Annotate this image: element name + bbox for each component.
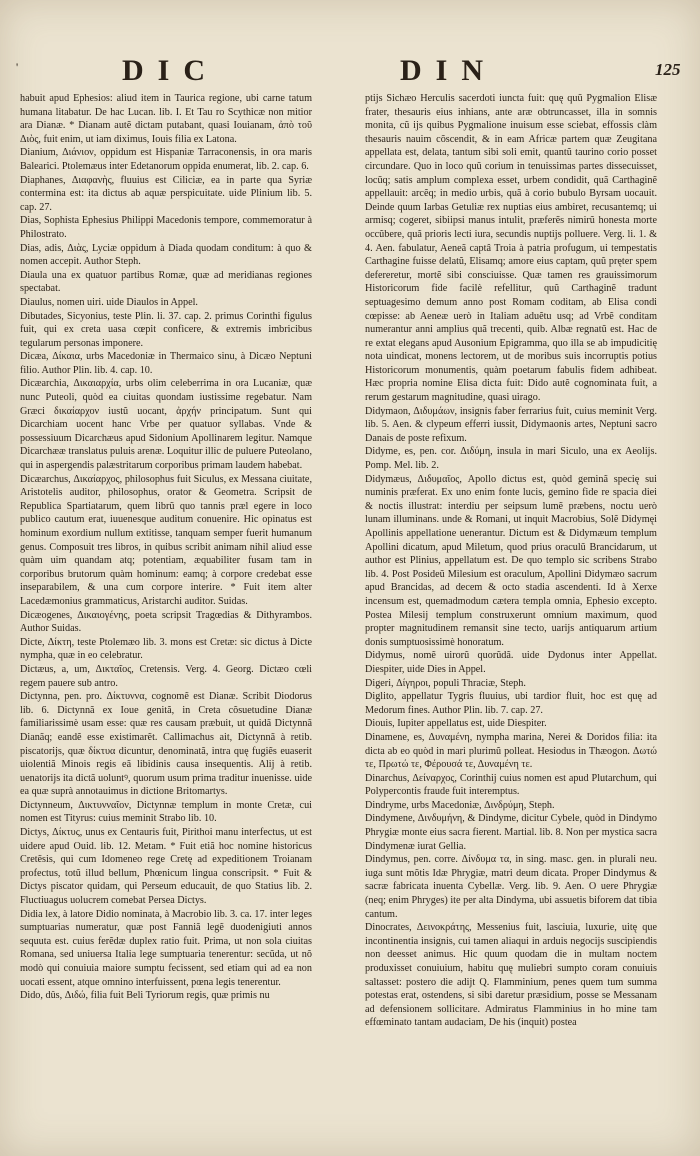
- dictionary-entry: Dinocrates, Δεινοκράτης, Messenius fuit, lasciuia, luxurie, uitę que incontinentia insignis, cui tamen aliaqui in arduis negocijs suscipiendis non deesset animus. Hic quum quodam die in multam noctem produxisset conuiuium, habitu quę muliebri sumpto coram conuiuis saltasset: postero die adijt Q. Flamminium, penes quem tum summa potestas erat, ostendens, si sibi daretur præsidium, posse se Messanam ad defensionem sollicitare. Admiratus Flamminius in ho mine tam effœminato tantam audaciam, De his (inquit) postea: [365, 922, 657, 1029]
- dictionary-entry: Dicæarchus, Δικαίαρχος, philosophus fuit Siculus, ex Messana ciuitate, Aristotelis auditor, philosophus, orator & Geometra. Scripsit de Republica Spartiatarum, quem librũ quo tannis præl egere in loco publico cautum erat, iuuenesque auditum conuenire. Hic opinatus est hominum exordium nullum extitisse, tanquam semper fuerit humanum genus. Composuit tres libros, in quibus scribit animam nihil aliud esse quàm uim quandam atq; potentiam, æquabiliter fusam tam in corporibus brutorum quàm hominum: eamq; à corpore credebat esse inseparabilem, & una cum corpore interire. * Fuit item alter Lacedæmonius grammaticus, Aristarchi auditor. Suidas.: [20, 473, 312, 607]
- dictionary-entry: Didymaon, Διδυμάων, insignis faber ferrarius fuit, cuius meminit Verg. lib. 5. Aen. & clypeum efferri iussit, Didymaonis artes, Neptuni sacro Danais de poste refixum.: [365, 405, 657, 444]
- running-header: [0, 54, 700, 88]
- dictionary-entry: Diouis, Iupiter appellatus est, uide Diespiter.: [365, 718, 547, 730]
- right-column: [365, 92, 657, 1132]
- dictionary-entry: Dicæa, Δίκαια, urbs Macedoniæ in Thermaico sinu, à Dicæo Neptuni filio. Author Plin. lib. 4. cap. 10.: [20, 351, 312, 376]
- dictionary-entry: Didyme, es, pen. cor. Διδύμη, insula in mari Siculo, una ex Aeolijs. Pomp. Mel. lib. 2.: [365, 446, 657, 472]
- dictionary-entry: Dindymus, pen. corre. Δίνδυμα τα, in sing. masc. gen. in plurali neu. iuga sunt mõtis Idæ Phrygiæ, matri deum dicata. Proper Dindymus & sacræ fabricata inuenta Cybellæ. Verg. lib. 9. Aen. O uere Phrygiæ (neq; enim Phryges) ite per alta Dindyma, ubi assuetis biforem dat tibia cantum.: [365, 854, 657, 920]
- page-number: 125: [655, 60, 681, 79]
- dictionary-entry: Dictys, Δίκτυς, unus ex Centauris fuit, Pirithoi manu interfectus, ut est uidere apud Ouid. lib. 12. Metam. * Fuit etiã hoc nomine historicus Cretẽsis, qui cum Idomeneo rege Cretę ad expeditionem Troianam profectus, totũ illud bellum, Phœnicum lingua conscripsit. * Fuit & Dictys piscator quidam, qui Perseum educauit, de quo Statius lib. 2. Fluctiuagus uolucrem comebat Persea Dictys.: [20, 827, 312, 907]
- dictionary-entry: Dictynna, pen. pro. Δίκτυννα, cognomẽ est Dianæ. Scribit Diodorus lib. 6. Dictynnã ex Ioue genitã, in Creta cõsuetudine Dianæ familiarissimè usam esse: quæ res causam præbuit, ut quidã Dictynnã Dianãq; eandẽ esse existimarẽt. Callimachus ait, Dictynnã à retib. piscatorijs, quæ δίκτυα dicuntur, denominatã, intra quę fugiẽs euaserit uiolentiã Minois regis eã libidinis causa insequentis. Alij à retib. uenatorijs ita dictã uoluntꝰ, quorum usum prima traditur inuenisse. uide ea quæ suprà annotauimus in dictione Britomartys.: [20, 691, 312, 798]
- dictionary-entry: Dictynneum, Δικτυνναῖον, Dictynnæ templum in monte Cretæ, cui nomen est Tityrus: cuius meminit Strabo lib. 10.: [20, 799, 312, 825]
- dictionary-entry: Dicæarchia, Δικαιαρχία, urbs olim celeberrima in ora Lucaniæ, quæ nunc Puteoli, quòd ea ciuitas quondam iustissime regebatur. Nam Græci δικαίαρχον iustũ uocant, ἀρχήν principatum. Sunt qui Dicarchiam uocent hanc Vrbe per quatuor syllabas. Vnde & possessiuum Dicarchæus apud Sidonium Apollinarem legitur. Namque Dicarchææ translatus puluis arenæ. Loquitur illic de puluere Puteolano, qui in aspergendis palæstritarum corporibus primam laudem habebat.: [20, 378, 312, 472]
- dictionary-entry: Didia lex, à latore Didio nominata, à Macrobio lib. 3. ca. 17. inter leges sumptuarias numeratur, quæ post Fanniã legẽ duodenigiuti annos sequuta est. cuius ferẽdæ duplex ratio fuit. Prima, ut non sola ciuitas Romana, sed uniuersa Italia lege sumptuaria tenerentur: secũda, ut nõ modò qui conuiuia maiore sumptu fecissent, sed etiam qui ad ea non uocati essent, atque omnino interfuissent, pœna legis tenerentur.: [20, 908, 312, 988]
- dictionary-entry: Diaphanes, Διαφανὴς, fluuius est Ciliciæ, ea in parte qua Syriæ contermina est: ita dictus ab aquæ perspicuitate. uide Plinium lib. 5. cap. 27.: [20, 174, 312, 213]
- dictionary-entry: Didymæus, Διδυμαῖος, Apollo dictus est, quòd geminã specię sui numinis præferat. Ex uno enim fonte lucis, gemino fide re spacia diei & noctis illustrat: interdiu per seipsum lumẽ præbens, noctu uerò lunam illuminans. unde & Romani, ut inquit Macrobius, Solẽ Didymęi Apollinis appellatione uenerantur. Dictum est & Didymæum templum Apollini dicatum, apud Miletum, quod prius oraculũ Brancidarum, ut author est Plinius, appellatum est. De quo templo sic scribens Strabo lib. 4. Post Posideũ Milesium est oraculum, Apollini Didymæo sacrum apud Brancidas, ad decem & octo stadia ascendenti. Id à Xerxe incensum est, quemadmodum cætera templa omnia, Ephesio excepto. Postea Milesij templum construxerunt omnium maximum, quod propter magnitudinem remansit sine tecto, uarijs antiquarum artium donis sumptuosissimè honoratum.: [365, 473, 657, 648]
- dictionary-entry: Didymus, nomẽ uirorũ quorũdã. uide Dydonus inter Appellat. Diespiter, uide Dies in Appel.: [365, 650, 657, 675]
- dictionary-entry: Dindymene, Δινδυμήνη, & Dindyme, dicitur Cybele, quòd in Dindymo Phrygiæ monte eius sacra fierent. Martial. lib. 8. Non per mystica sacra Dindymenæ iurat Gellia.: [365, 813, 657, 852]
- left-headword: DIC: [122, 54, 220, 87]
- dictionary-entry: Dindryme, urbs Macedoniæ, Δινδρύμη, Steph.: [365, 799, 555, 811]
- left-column: [20, 92, 312, 1132]
- dictionary-entry: habuit apud Ephesios: aliud item in Taurica regione, ubi carne tatum humana litabatur. De hac Lucan. lib. I. Et Tau ro Scythicæ non mitior ara Dianæ. * Dianam autẽ dictam putabant, quasi Iouianam, ἀπὸ τοῦ Διὸς, fuit enim, ut iam diximus, Iouis filia ex Latona.: [20, 93, 312, 145]
- dictionary-entry: Dianium, Διάνιον, oppidum est Hispaniæ Tarraconensis, in ora maris Balearici. Ptolemæus inter Edetanorum oppida enumerat, lib. 2. cap. 6.: [20, 147, 312, 172]
- dictionary-entry: Dinamene, es, Δυναμένη, nympha marina, Nerei & Doridos filia: ita dicta ab eo quòd in mari plurimũ polleat. Hesiodus in Thæogon. Δωτώ τε, Πρωτώ τε, Φέρουσά τε, Δυναμένη τε.: [365, 731, 657, 771]
- dictionary-entry: Dicte, Δίκτη, teste Ptolemæo lib. 3. mons est Cretæ: sic dictus à Dicte nympha, quæ in eo celebratur.: [20, 636, 312, 662]
- dictionary-entry: ptijs Sichæo Herculis sacerdoti iuncta fuit: quę quũ Pygmalion Elisæ frater, thesauris eius inhians, ante aræ obtruncasset, illa in somnis monita, cũ ijs quibus Pygmalione inuisum esse sciebat, effossis clàm thesauris nauim cõscendit, & in eam Africæ partem quæ Zeugitana appellata est, delata, tantum sibi soli emit, quantũ taurino corio posset circundare. Quo in loco quũ corium in tenuissimas partes dissecuisset, locũq; satis amplum complexa esset, urbem condidit, quã Carthaginẽ appellauit: arcẽq; in medio urbis, quã à corio bubulo Byrsam uocauit. Deinde quum Iarbas Getuliæ rex nuptias eius ambiret, recusantemq; ui armisq; cogeret, sibiipsi manus intulit, præferẽs nimirũ honesta morte occũbere, quã prioris lecti iura, secundis nuptijs polluere. Verg. li. 1. & 4. Aen. fabulatur, Aeneã captâ Troia à patria profugum, ui tempestatis Carthagine fuisse delatũ, Elisamq; amore eius captam, quũ pręter spem defereretur, mortẽ sibi consciuisse. Quæ tamen res grauissimorum Historicorum fide facilè refellitur, quũ Carthaginẽ tradunt septuagesimo demum anno post Romam coditam, ab Elisa condi cœpisse: ab Aeneæ uerò in Italiam aduẽtu usq; ad Vrbẽ conditam numerantur anni amplius quã trecenti, quib. Albæ regnatũ est. Hac de re extat elegans apud Ausonium Epigramma, quo illa se ab impudicitię nota uindicat, monens lectorem, ut de moribus suis incorruptis potius Historicorum monumentis, quàm poetarum fabulis fidem adhibeat. Hæc propria nomine Elisa dicta fuit: Dido autẽ cognominata fuit, a rerum gestarum magnitudine, quasi uirago.: [365, 93, 657, 404]
- dictionary-entry: Dido, dûs, Διδώ, filia fuit Beli Tyriorum regis, quæ primis nu: [20, 990, 270, 1002]
- right-headword: DIN: [400, 54, 498, 87]
- dictionary-entry: Dinarchus, Δείναρχος, Corinthij cuius nomen est apud Plutarchum, qui Polypercontis fraude fuit interemptus.: [365, 772, 657, 798]
- dictionary-entry: Digeri, Δίγηροι, populi Thraciæ, Steph.: [365, 677, 526, 689]
- dictionary-entry: Dictæus, a, um, Δικταῖος, Cretensis. Verg. 4. Georg. Dictæo cœli regem pauere sub antro.: [20, 663, 312, 689]
- dictionary-entry: Dicæogenes, Δικαιογένης, poeta scripsit Tragœdias & Dithyrambos. Author Suidas.: [20, 609, 312, 635]
- dictionary-entry: Diglito, appellatur Tygris fluuius, ubi tardior fluit, hoc est quę ad Medorum fines. Author Plin. lib. 7. cap. 27.: [365, 691, 657, 716]
- dictionary-entry: Diaula una ex quatuor partibus Romæ, quæ ad meridianas regiones spectabat.: [20, 269, 312, 295]
- dictionary-entry: Dibutades, Sicyonius, teste Plin. li. 37. cap. 2. primus Corinthi figulus fuit, qui ex creta uasa cœpit conficere, & extremis imbricibus tegularum personas imponere.: [20, 310, 312, 349]
- dictionary-entry: Dias, Sophista Ephesius Philippi Macedonis tempore, commemoratur à Philostrato.: [20, 215, 312, 240]
- dictionary-entry: Diaulus, nomen uiri. uide Diaulos in Appel.: [20, 296, 198, 308]
- margin-mark: ': [16, 60, 19, 74]
- dictionary-entry: Dias, adis, Διὰς, Lyciæ oppidum à Diada quodam conditum: à quo & nomen accepit. Author Steph.: [20, 242, 312, 268]
